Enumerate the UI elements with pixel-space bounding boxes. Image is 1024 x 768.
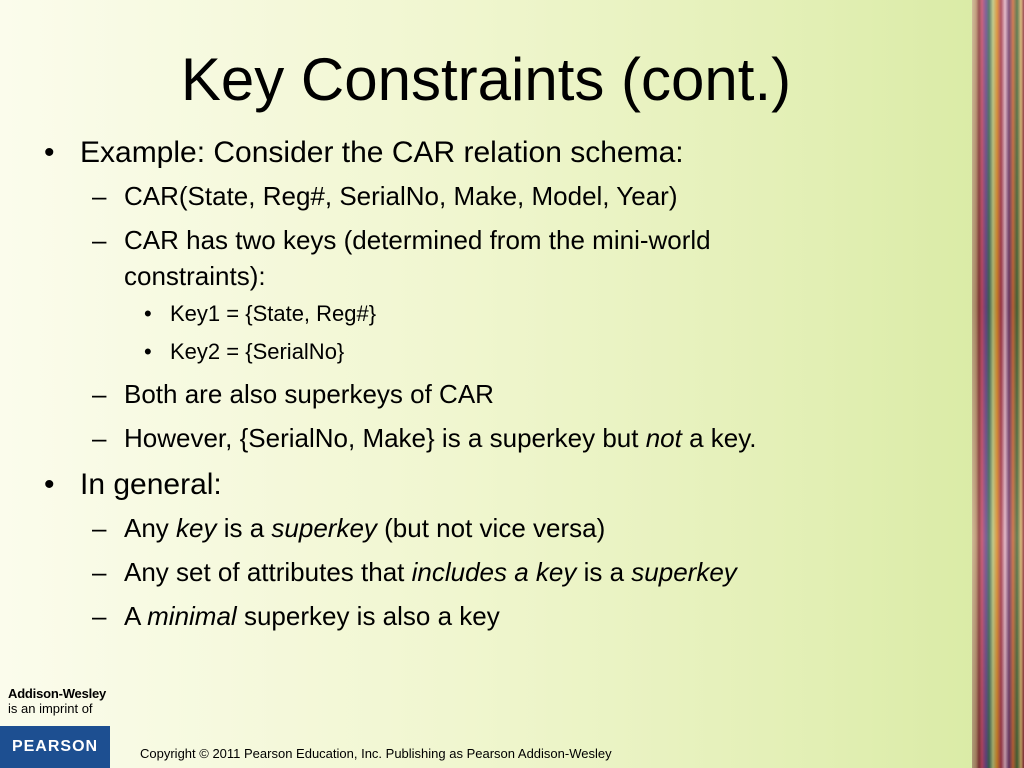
schema-text: CAR(State, Reg#, SerialNo, Make, Model, Year) <box>124 181 678 211</box>
bullet-mark: • <box>144 301 152 326</box>
slide-title: Key Constraints (cont.) <box>180 46 792 113</box>
any-text-c: (but not vice versa) <box>376 513 606 543</box>
logo-imprint: is an imprint of <box>8 701 93 716</box>
sub-bullet-however <box>44 420 944 456</box>
however-text-b: a key. <box>681 423 757 453</box>
any-text-a: Any <box>124 513 177 543</box>
pearson-logo <box>0 726 110 768</box>
superkeys-text: Both are also superkeys of CAR <box>124 379 494 409</box>
dash-mark: – <box>92 225 107 255</box>
bullet-mark: • <box>144 339 152 364</box>
dash-mark: – <box>92 557 107 587</box>
set-text-a: Any set of attributes that <box>124 557 412 587</box>
two-keys-text: CAR has two keys (determined from the mini-world <box>124 225 711 255</box>
pearson-logo-text: PEARSON <box>11 738 99 755</box>
dash-mark: – <box>92 423 107 453</box>
set-emphasis-superkey: superkey <box>631 557 737 587</box>
sub-bullet-any-key <box>44 510 944 546</box>
slide-body <box>44 132 944 634</box>
sub-bullet-minimal <box>44 598 944 634</box>
bullet-mark: • <box>44 468 55 501</box>
bullet-general <box>44 464 944 506</box>
two-keys-text-cont: constraints): <box>124 261 266 291</box>
key2-item <box>44 336 944 368</box>
set-text-b: is a <box>576 557 632 587</box>
min-emphasis: minimal <box>147 601 237 631</box>
bullet-mark: • <box>44 136 55 169</box>
decorative-stripes <box>972 0 1024 768</box>
dash-mark: – <box>92 601 107 631</box>
however-emphasis: not <box>645 423 682 453</box>
dash-mark: – <box>92 513 107 543</box>
dash-mark: – <box>92 379 107 409</box>
dash-mark: – <box>92 181 107 211</box>
any-superkey-emphasis: superkey <box>271 513 377 543</box>
any-text-b: is a <box>216 513 272 543</box>
sub-bullet-two-keys <box>44 222 944 294</box>
key2-text: Key2 = {SerialNo} <box>170 339 345 364</box>
sub-bullet-superkeys <box>44 376 944 412</box>
copyright-notice: Copyright © 2011 Pearson Education, Inc. Publishing as Pearson Addison-Wesley <box>140 746 612 761</box>
set-emphasis: includes a key <box>411 557 577 587</box>
example-heading: Example: Consider the CAR relation schema: <box>80 136 684 169</box>
min-text-b: superkey is also a key <box>236 601 500 631</box>
bullet-example <box>44 132 944 174</box>
sub-bullet-any-set <box>44 554 944 590</box>
key1-text: Key1 = {State, Reg#} <box>170 301 377 326</box>
any-key-emphasis: key <box>176 513 217 543</box>
min-text-a: A <box>124 601 148 631</box>
logo-brand: Addison-Wesley <box>8 686 107 701</box>
general-heading: In general: <box>80 468 222 501</box>
sub-bullet-schema <box>44 178 944 214</box>
however-text-a: However, {SerialNo, Make} is a superkey but <box>124 423 646 453</box>
addison-wesley-logo <box>8 686 106 716</box>
key1-item <box>44 298 944 330</box>
